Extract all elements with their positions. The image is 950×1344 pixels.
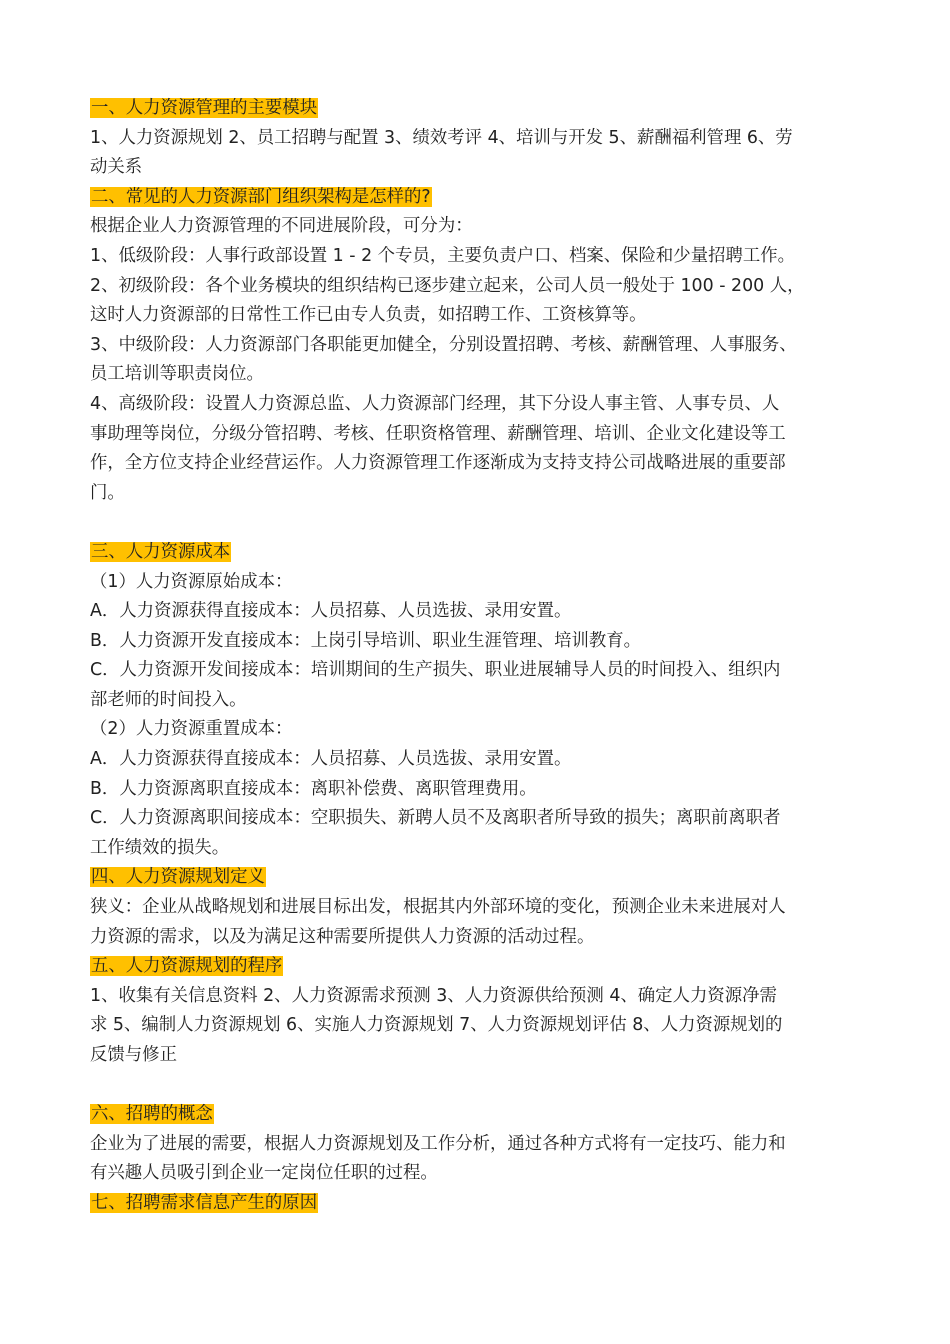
paragraph-line: A．人力资源获得直接成本：人员招募、人员选拔、录用安置。 <box>90 749 572 770</box>
paragraph-line: 求 5、编制人力资源规划 6、实施人力资源规划 7、人力资源规划评估 8、人力资源规划的 <box>90 1015 783 1036</box>
paragraph-line: 根据企业人力资源管理的不同进展阶段，可分为： <box>90 216 473 237</box>
paragraph-line: 狭义：企业从战略规划和进展目标出发，根据其内外部环境的变化，预测企业未来进展对人 <box>90 897 786 918</box>
paragraph-line: B．人力资源开发直接成本：上岗引导培训、职业生涯管理、培训教育。 <box>90 630 642 651</box>
paragraph-line: 员工培训等职责岗位。 <box>90 364 264 385</box>
paragraph-line: C．人力资源离职间接成本：空职损失、新聘人员不及离职者所导致的损失；离职前离职者 <box>90 808 781 829</box>
blank-line <box>90 1071 862 1101</box>
paragraph-line: 1、收集有关信息资料 2、人力资源需求预测 3、人力资源供给预测 4、确定人力资源净需 <box>90 985 777 1006</box>
paragraph-line: C．人力资源开发间接成本：培训期间的生产损失、职业进展辅导人员的时间投入、组织内 <box>90 660 781 681</box>
paragraph-line: 有兴趣人员吸引到企业一定岗位任职的过程。 <box>90 1163 438 1184</box>
paragraph-line: 门。 <box>90 482 125 503</box>
paragraph-line: 部老师的时间投入。 <box>90 689 247 710</box>
paragraph-line: A．人力资源获得直接成本：人员招募、人员选拔、录用安置。 <box>90 601 572 622</box>
paragraph-line: 工作绩效的损失。 <box>90 837 230 858</box>
section-heading: 三、人力资源成本 <box>91 541 231 562</box>
paragraph-line: 作，全方位支持企业经营运作。人力资源管理工作逐渐成为支持支持公司战略进展的重要部 <box>90 453 786 474</box>
paragraph-line: 1、人力资源规划 2、员工招聘与配置 3、绩效考评 4、培训与开发 5、薪酬福利管理 6、劳 <box>90 127 793 148</box>
section-heading: 六、招聘的概念 <box>91 1104 213 1125</box>
paragraph-line: 企业为了进展的需要，根据人力资源规划及工作分析，通过各种方式将有一定技巧、能力和 <box>90 1133 786 1154</box>
paragraph-line: （2）人力资源重置成本： <box>90 719 293 740</box>
document-body <box>90 94 862 1219</box>
paragraph-line: 2、初级阶段：各个业务模块的组织结构已逐步建立起来，公司人员一般处于 100 - 200 人， <box>90 275 805 296</box>
paragraph-line: 3、中级阶段：人力资源部门各职能更加健全，分别设置招聘、考核、薪酬管理、人事服务、 <box>90 334 797 355</box>
paragraph-line: B．人力资源离职直接成本：离职补偿费、离职管理费用。 <box>90 778 537 799</box>
paragraph-line: 反馈与修正 <box>90 1045 177 1065</box>
paragraph-line: 这时人力资源部的日常性工作已由专人负责，如招聘工作、工资核算等。 <box>90 305 647 326</box>
section-heading: 二、常见的人力资源部门组织架构是怎样的? <box>91 186 431 207</box>
section-heading: 五、人力资源规划的程序 <box>91 956 283 977</box>
paragraph-line: 4、高级阶段：设置人力资源总监、人力资源部门经理，其下分设人事主管、人事专员、人 <box>90 393 780 414</box>
paragraph-line: 动关系 <box>90 157 143 178</box>
section-heading: 一、人力资源管理的主要模块 <box>91 98 318 118</box>
paragraph-line: 事助理等岗位，分级分管招聘、考核、任职资格管理、薪酬管理、培训、企业文化建设等工 <box>90 423 786 444</box>
paragraph-line: 力资源的需求，以及为满足这种需要所提供人力资源的活动过程。 <box>90 926 595 947</box>
section-heading: 七、招聘需求信息产生的原因 <box>91 1192 318 1213</box>
section-heading: 四、人力资源规划定义 <box>91 867 265 888</box>
paragraph-line: （1）人力资源原始成本： <box>90 571 293 592</box>
paragraph-line: 1、低级阶段：人事行政部设置 1 - 2 个专员，主要负责户口、档案、保险和少量招聘工作。 <box>90 245 796 266</box>
blank-line <box>90 508 862 538</box>
